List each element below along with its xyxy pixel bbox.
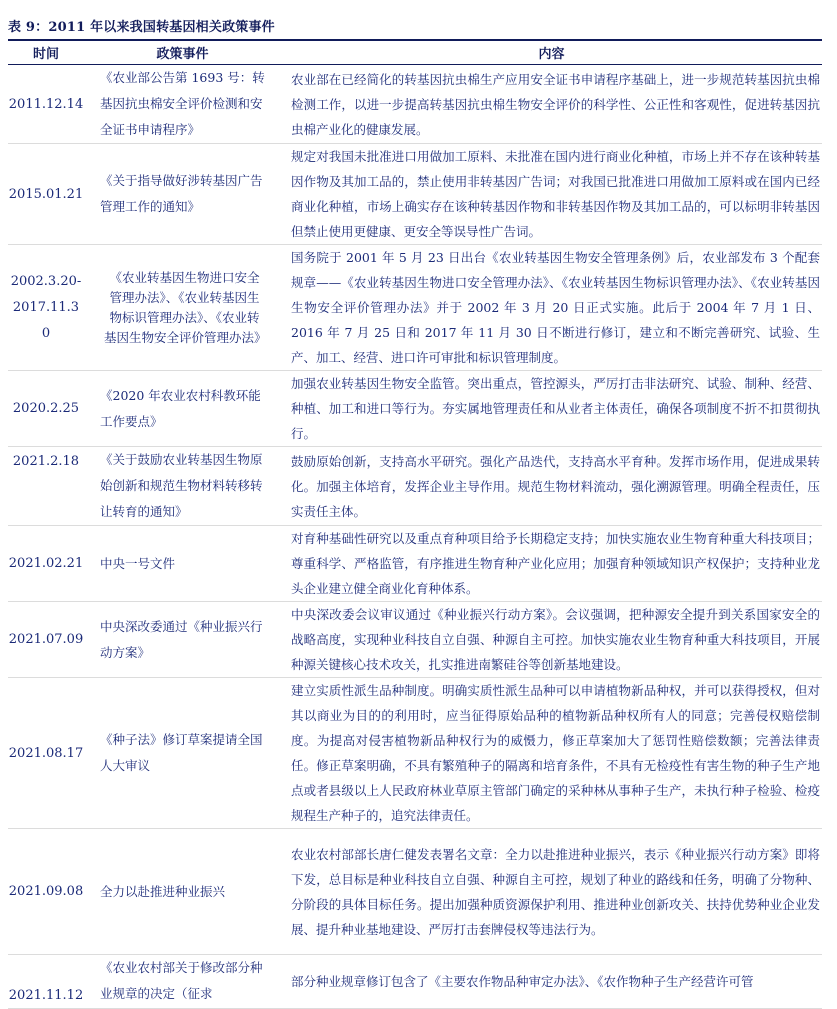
row-time: 2021.11.12 <box>8 955 84 1009</box>
row-event: 中央深改委通过《种业振兴行动方案》 <box>84 602 281 678</box>
header-time: 时间 <box>8 40 84 65</box>
table-row <box>8 245 822 371</box>
header-event: 政策事件 <box>84 40 281 65</box>
table-header-row <box>8 40 822 65</box>
table-title: 表 9：2011 年以来我国转基因相关政策事件 <box>8 20 275 35</box>
table-row <box>8 829 822 955</box>
table-row <box>8 144 822 245</box>
row-content: 鼓励原始创新，支持高水平研究。强化产品迭代，支持高水平育种。发挥市场作用，促进成果转化。加强主体培育，发挥企业主导作用。规范生物材料流动，强化溯源管理。明确全程责任，压实责任主体。 <box>281 447 822 526</box>
row-content: 农业部在已经简化的转基因抗虫棉生产应用安全证书申请程序基础上，进一步规范转基因抗虫棉检测工作，以进一步提高转基因抗虫棉生物安全评价的科学性、公正性和客观性，促进转基因抗虫棉产业化的健康发展。 <box>281 65 822 144</box>
row-event: 《农业农村部关于修改部分种业规章的决定（征求 <box>84 955 281 1009</box>
table-row <box>8 371 822 447</box>
row-time: 2021.2.18 <box>8 447 84 526</box>
table-row <box>8 447 822 526</box>
row-event: 《关于指导做好涉转基因广告管理工作的通知》 <box>84 144 281 245</box>
table-row <box>8 65 822 144</box>
row-event: 全力以赴推进种业振兴 <box>84 829 281 955</box>
row-content: 农业农村部部长唐仁健发表署名文章：全力以赴推进种业振兴，表示《种业振兴行动方案》即将下发，总目标是种业科技自立自强、种源自主可控，规划了种业的路线和任务，明确了分物种、分阶段的具体目标任务。提出加强种质资源保护利用、推进种业创新攻关、扶持优势种业企业发展、提升种业基地建设、严厉打击套牌侵权等违法行为。 <box>281 829 822 955</box>
row-content: 规定对我国未批准进口用做加工原料、未批准在国内进行商业化种植，市场上并不存在该种转基因作物及其加工品的，禁止使用非转基因广告词；对我国已批准进口用做加工原料或在国内已经商业化种植，市场上确实存在该种转基因作物和非转基因作物及其加工品的，可以标明非转基因但禁止使用更健康、更安全等误导性广告词。 <box>281 144 822 245</box>
row-event: 中央一号文件 <box>84 526 281 602</box>
row-time: 2002.3.20-2017.11.30 <box>8 245 84 371</box>
row-event: 《农业部公告第 1693 号：转基因抗虫棉安全评价检测和安全证书申请程序》 <box>84 65 281 144</box>
header-content: 内容 <box>281 40 822 65</box>
row-content: 对育种基础性研究以及重点育种项目给予长期稳定支持；加快实施农业生物育种重大科技项目；尊重科学、严格监管，有序推进生物育种产业化应用；加强育种领域知识产权保护；支持种业龙头企业建立健全商业化育种体系。 <box>281 526 822 602</box>
row-content: 部分种业规章修订包含了《主要农作物品种审定办法》、《农作物种子生产经营许可管 <box>281 955 822 1009</box>
row-time: 2021.08.17 <box>8 678 84 829</box>
policy-table <box>8 39 822 1009</box>
row-event: 《农业转基因生物进口安全管理办法》、《农业转基因生物标识管理办法》、《农业转基因生物安全评价管理办法》 <box>84 245 281 371</box>
row-content: 中央深改委会议审议通过《种业振兴行动方案》。会议强调，把种源安全提升到关系国家安全的战略高度，实现种业科技自立自强、种源自主可控。加快实施农业生物育种重大科技项目，开展种源关键核心技术攻关，扎实推进南繁硅谷等创新基地建设。 <box>281 602 822 678</box>
row-time: 2015.01.21 <box>8 144 84 245</box>
row-event: 《2020 年农业农村科教环能工作要点》 <box>84 371 281 447</box>
row-time: 2021.07.09 <box>8 602 84 678</box>
table-row <box>8 602 822 678</box>
row-content: 建立实质性派生品种制度。明确实质性派生品种可以申请植物新品种权，并可以获得授权，但对其以商业为目的的利用时，应当征得原始品种的植物新品种权所有人的同意；完善侵权赔偿制度。为提高对侵害植物新品种权行为的威慑力，修正草案加大了惩罚性赔偿数额；完善法律责任。修正草案明确，不具有繁殖种子的隔离和培育条件，不具有无检疫性有害生物的种子生产地点或者县级以上人民政府林业草原主管部门确定的采种林从事种子生产，未执行种子检验、检疫规程生产种子的，追究法律责任。 <box>281 678 822 829</box>
row-content: 加强农业转基因生物安全监管。突出重点，管控源头，严厉打击非法研究、试验、制种、经营、种植、加工和进口等行为。夯实属地管理责任和从业者主体责任，确保各项制度不折不扣贯彻执行。 <box>281 371 822 447</box>
table-row <box>8 526 822 602</box>
table-row <box>8 678 822 829</box>
row-event: 《关于鼓励农业转基因生物原始创新和规范生物材料转移转让转育的通知》 <box>84 447 281 526</box>
row-time: 2021.09.08 <box>8 829 84 955</box>
row-time: 2021.02.21 <box>8 526 84 602</box>
row-content: 国务院于 2001 年 5 月 23 日出台《农业转基因生物安全管理条例》后，农业部发布 3 个配套规章——《农业转基因生物进口安全管理办法》、《农业转基因生物标识管理办法》、《农业转基因生物安全评价管理办法》并于 2002 年 3 月 20 日正式实施。此后于 2004 年 7 月 1 日、2016 年 7 月 25 日和 2017 年 11 月 30 日不断进行修订，建立和不断完善研究、试验、生产、加工、经营、进口许可审批和标识管理制度。 <box>281 245 822 371</box>
table-row <box>8 955 822 1009</box>
row-time: 2011.12.14 <box>8 65 84 144</box>
row-time: 2020.2.25 <box>8 371 84 447</box>
row-event: 《种子法》修订草案提请全国人大审议 <box>84 678 281 829</box>
